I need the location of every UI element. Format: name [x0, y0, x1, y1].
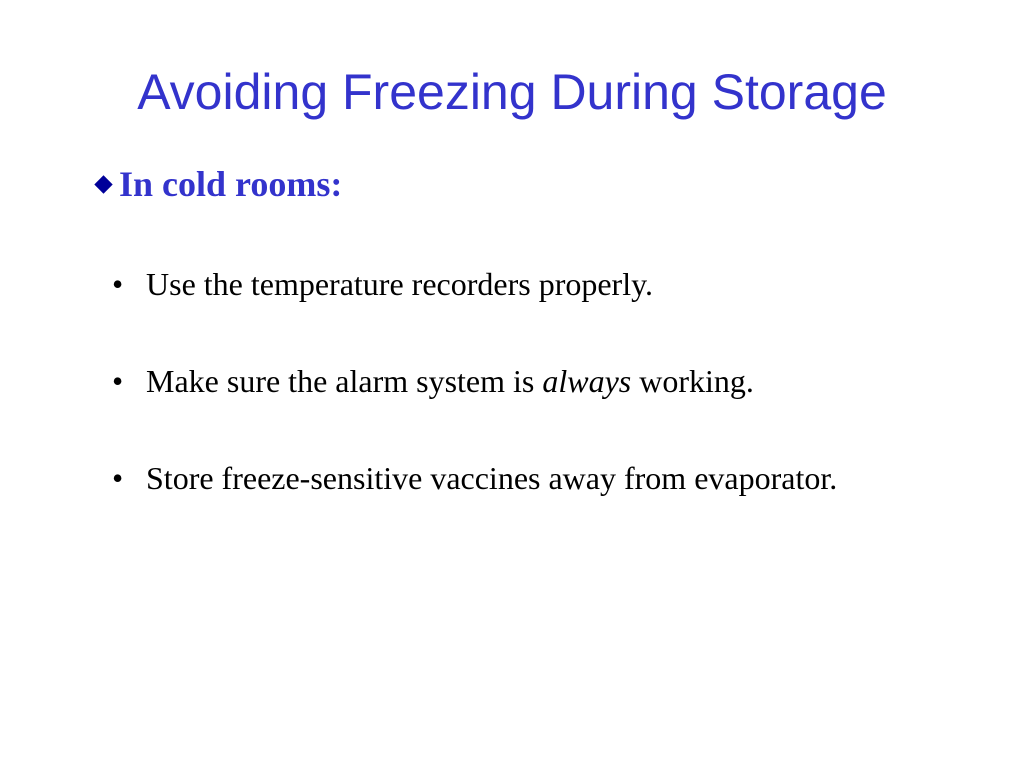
list-item-text-after: working.	[631, 363, 754, 399]
bullet-list	[112, 266, 912, 557]
list-item	[112, 460, 912, 496]
diamond-icon	[94, 175, 112, 193]
bullet-dot: •	[112, 460, 124, 496]
emphasis-text: always	[542, 363, 632, 399]
section-heading	[94, 162, 342, 206]
list-item-text: Use the temperature recorders properly.	[146, 266, 654, 302]
section-heading-text: In cold rooms:	[119, 164, 343, 204]
list-item-text-before: Make sure the alarm system is	[146, 363, 543, 399]
list-item-text: Store freeze-sensitive vaccines away from evaporator.	[146, 460, 838, 496]
bullet-dot: •	[112, 266, 124, 302]
bullet-dot: •	[112, 363, 124, 399]
list-item	[112, 363, 912, 399]
list-item	[112, 266, 912, 302]
list-item-text	[146, 363, 912, 399]
slide-title: Avoiding Freezing During Storage	[137, 64, 887, 120]
